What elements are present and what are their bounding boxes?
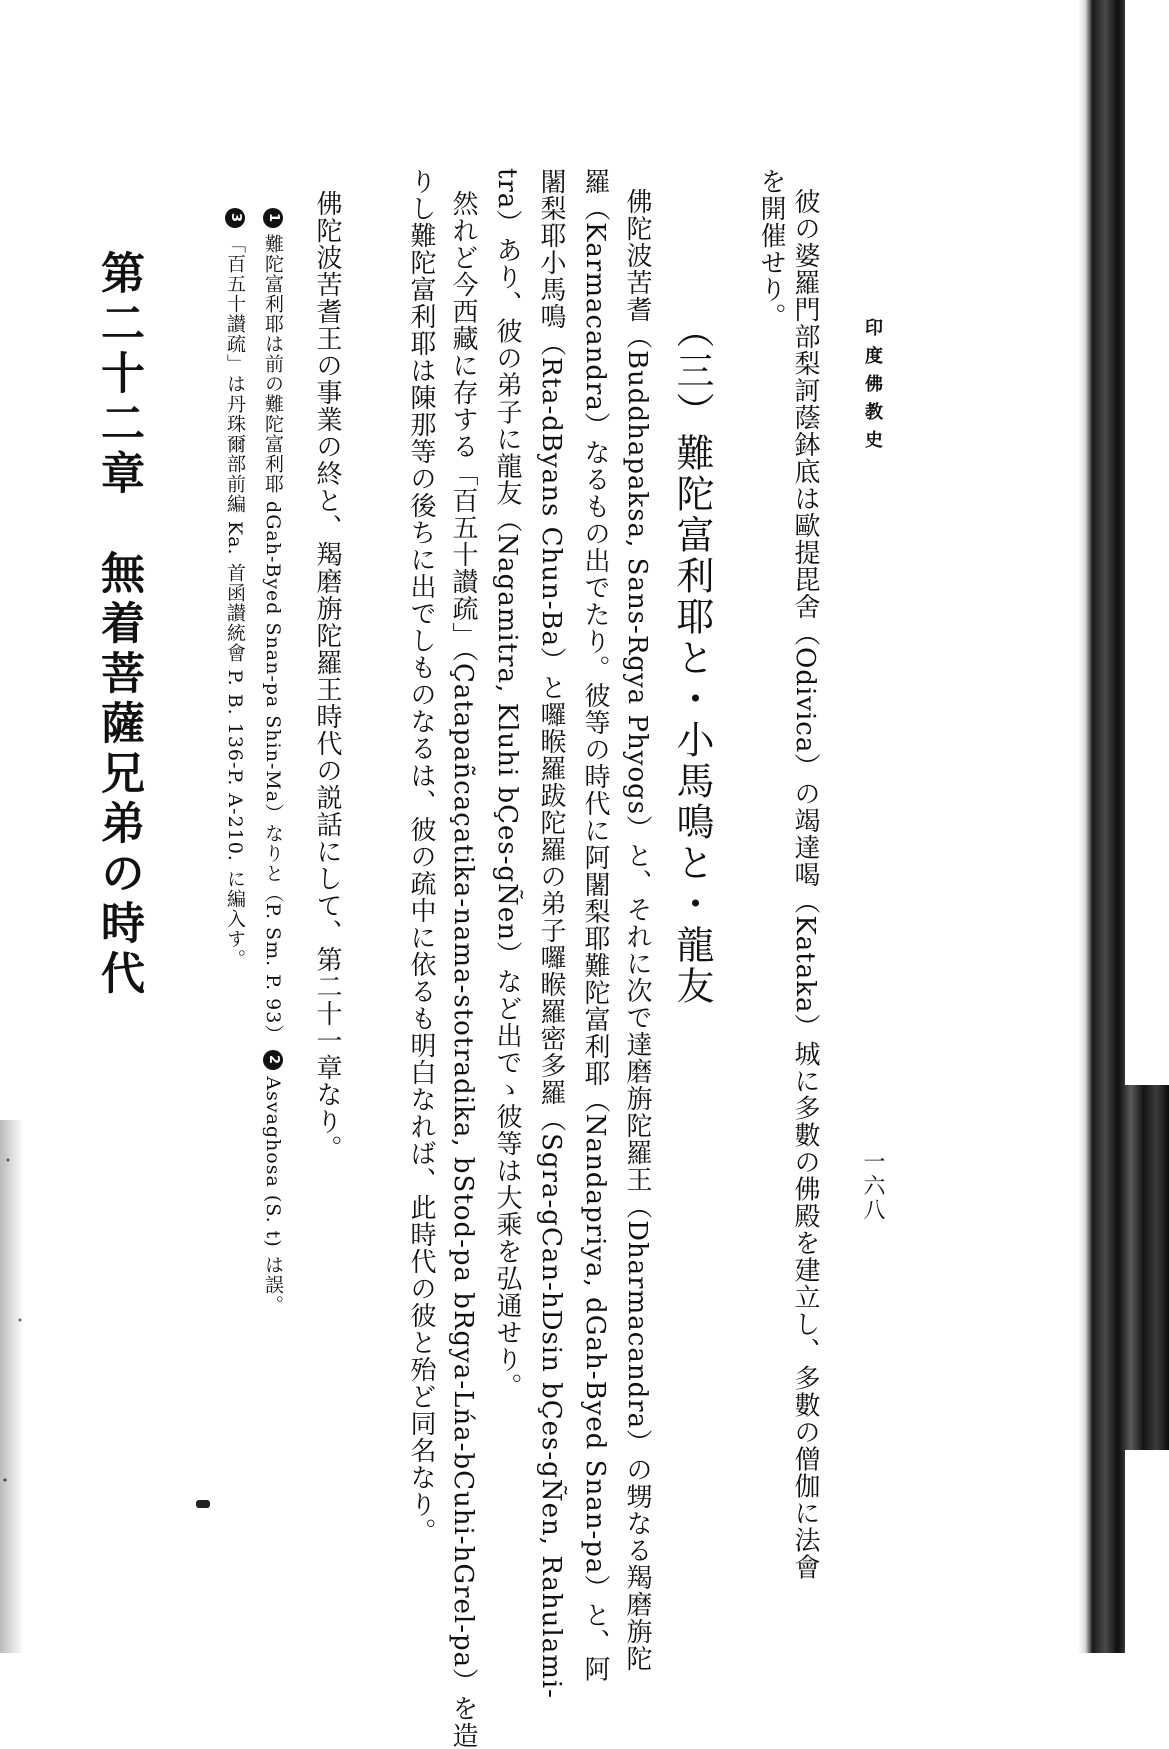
footnote-text: Asvaghosa (S. t) は誤。	[262, 1076, 284, 1315]
chapter-title: 第二十二章 無着菩薩兄弟の時代	[93, 250, 144, 1000]
body-line: 佛陀波苦耆王の事業の終と、羯磨旃陀羅王時代の説話にして、第二十一章なり。	[312, 190, 342, 1162]
footnote-mark: 2	[263, 1050, 283, 1070]
footnote-mark: 1	[263, 208, 283, 228]
body-line: 闍梨耶小馬鳴（Rta-dByans Chun-Ba）と囉睺羅跋陀羅の弟子囉睺羅密多羅（Sgra-gCan-hDsin bÇes-gÑen, Rahulami-	[536, 168, 566, 1699]
footnote	[218, 208, 252, 969]
binding-gap	[1125, 0, 1169, 1085]
footnote-mark: 3	[225, 208, 245, 228]
body-line: を開催せり。	[756, 168, 786, 330]
footnote-text: 難陀富利耶は前の難陀富利耶 dGah-Byed Snan-pa Shin-Ma）なりと（P. Sm. P. 93）	[262, 234, 284, 1045]
footnote	[256, 208, 290, 1315]
scan-mark	[196, 1500, 210, 1508]
footnote-text: 「百五十讃疏」は丹珠爾部前編 Ka. 首函讃統會 P. B. 136-P. A-210. に編入す。	[224, 234, 246, 969]
running-header: 印度佛教史	[862, 318, 883, 458]
body-line: 佛陀波苦耆（Buddhapaksa, Sans-Rgya Phyogs）と、それに次で達磨旃陀羅王（Dharmacandra）の甥なる羯磨旃陀	[622, 188, 652, 1673]
section-title: （三）難陀富利耶と・小馬鳴と・龍友	[670, 310, 714, 1007]
body-line: 然れど今西藏に存する「百五十讃疏」（Çatapañcaçatika-nama-stotradika, bStod-pa bRgya-Lńa-bCuhi-hGrel-pa）を造	[448, 190, 478, 1749]
body-line: tra）あり、彼の弟子に龍友（Nagamitra, Kluhi bÇes-gÑen）など出でゝ彼等は大乘を弘通せり。	[492, 168, 522, 1401]
body-line: 羅（Karmacandra）なるもの出でたり。彼等の時代に阿闍梨耶難陀富利耶（Nandapriya, dGah-Byed Snan-pa）と、阿	[580, 168, 610, 1683]
body-line: りし難陀富利耶は陳那等の後ちに出でしものなるは、彼の疏中に依るも明白なれば、此時代の彼と殆ど同名なり。	[406, 168, 436, 1545]
scan-noise	[0, 1120, 40, 1653]
binding-gap	[1125, 1450, 1169, 1653]
body-line: 彼の婆羅門部梨訶蔭鉢底は歐提毘舍（Odivica）の竭達喝（Kataka）城に多數の佛殿を建立し、多數の僧伽に法會	[790, 188, 820, 1581]
page-number: 一六八	[860, 1150, 885, 1222]
